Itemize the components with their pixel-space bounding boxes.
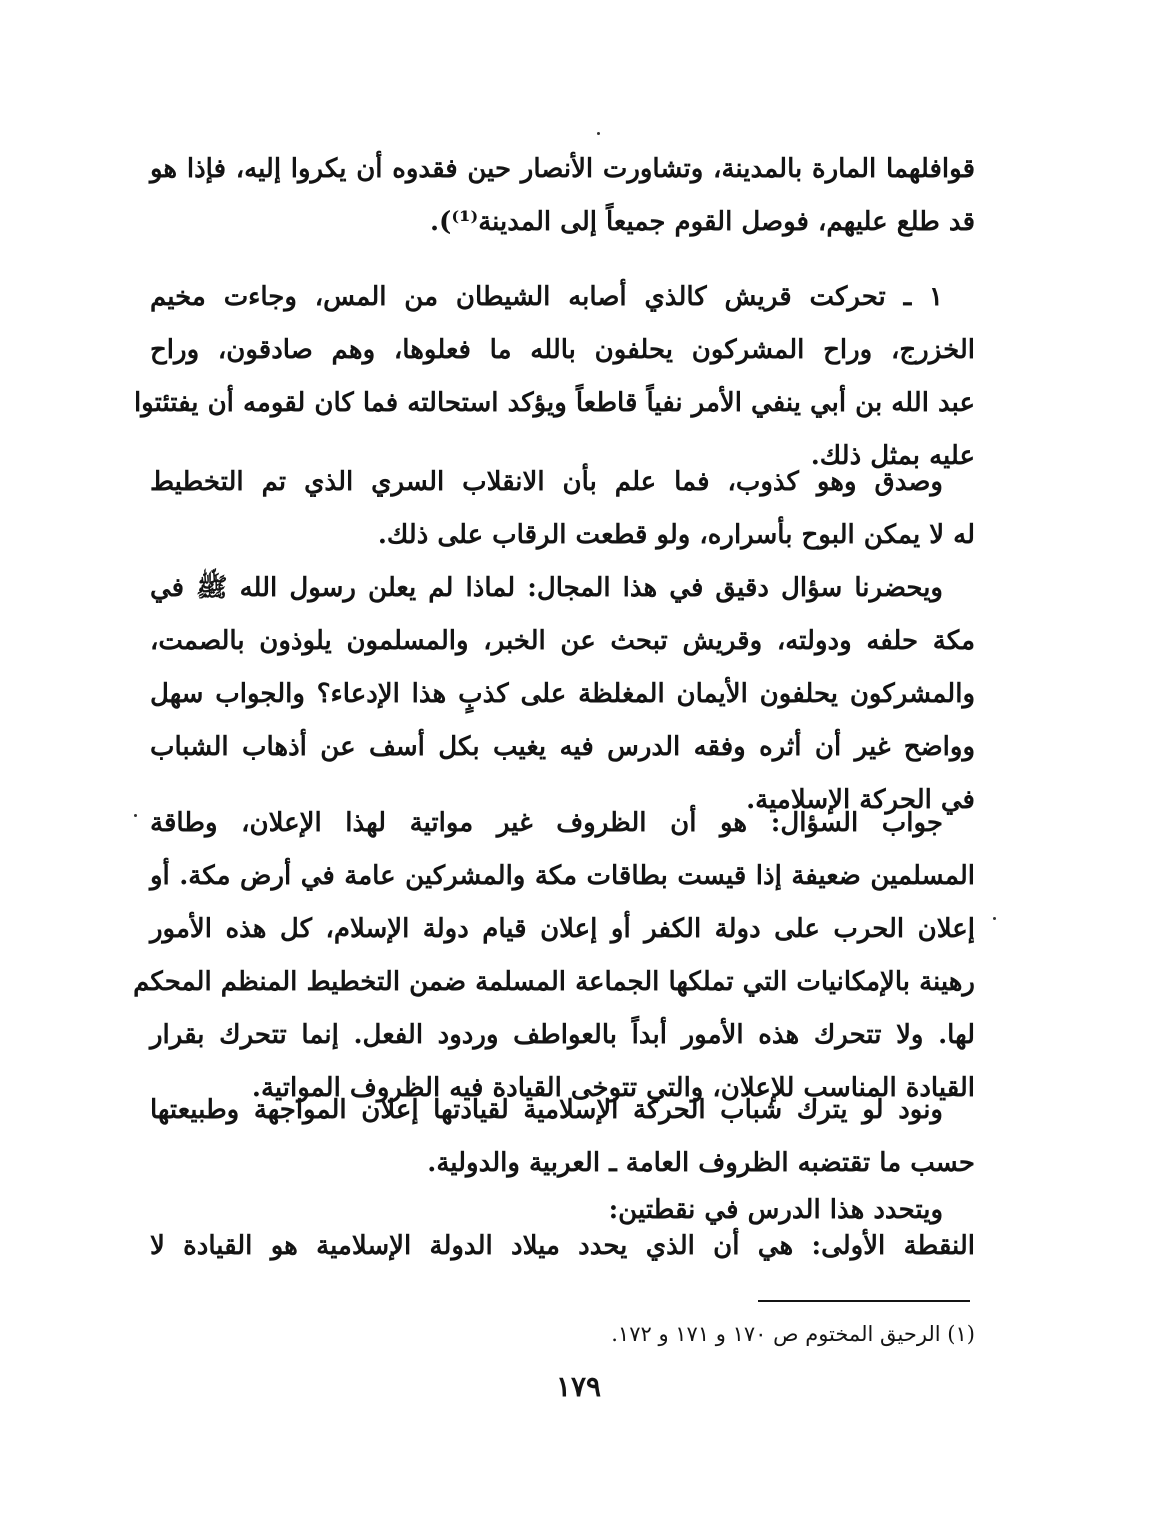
footnote: (١) الرحيق المختوم ص ١٧٠ و ١٧١ و ١٧٢. [611,1322,975,1346]
page-number: ١٧٩ [555,1370,602,1403]
paragraph-1 [150,143,975,249]
text-line: لها. ولا تتحرك هذه الأمور أبداً بالعواطف وردود الفعل. إنما تتحرك بقرار [150,1020,975,1050]
text-line: المسلمين ضعيفة إذا قيست بطاقات مكة والمشركين عامة في أرض مكة. أو [150,861,975,891]
text-line: والمشركون يحلفون الأيمان المغلظة على كذبٍ هذا الإدعاء؟ والجواب سهل [150,679,975,709]
text-line: ١ ـ تحركت قريش كالذي أصابه الشيطان من المس، وجاءت مخيم [150,282,943,312]
text-line: في الحركة الإسلامية. [746,785,975,815]
text-line: حسب ما تقتضبه الظروف العامة ـ العربية والدولية. [427,1148,975,1178]
text-line: قوافلهما المارة بالمدينة، وتشاورت الأنصار حين فقدوه أن يكروا إليه، فإذا هو [150,154,975,184]
text-line: الخزرج، وراح المشركون يحلفون بالله ما فعلوها، وهم صادقون، وراح [150,335,975,365]
scan-speck [993,917,996,920]
text-line: له لا يمكن البوح بأسراره، ولو قطعت الرقاب على ذلك. [377,520,975,550]
text-line: إعلان الحرب على دولة الكفر أو إعلان قيام دولة الإسلام، كل هذه الأمور [150,914,975,944]
text-line: ونود لو يترك شباب الحركة الإسلامية لقيادتها إعلان المواجهة وطبيعتها [150,1095,943,1125]
text-line: القيادة المناسب للإعلان، والتي تتوخى القيادة فيه الظروف المواتية. [251,1073,975,1103]
text-line: رهينة بالإمكانيات التي تملكها الجماعة المسلمة ضمن التخطيط المنظم المحكم [133,967,975,997]
text-line: عليه بمثل ذلك. [810,441,975,471]
paragraph-5 [133,797,975,1115]
text-line: ويتحدد هذا الدرس في نقطتين: [608,1195,943,1225]
paragraph-3 [150,456,975,562]
text-line: مكة حلفه ودولته، وقريش تبحث عن الخبر، والمسلمون يلوذون بالصمت، [150,626,975,656]
point-label: النقطة الأولى: [811,1231,975,1261]
paragraph-8 [150,1220,975,1273]
paragraph-2 [133,271,975,483]
text-run: هي أن الذي يحدد ميلاد الدولة الإسلامية هو القيادة لا [150,1231,794,1261]
text-line: ويحضرنا سؤال دقيق في هذا المجال: لماذا لم يعلن رسول الله ﷺ في [150,573,943,603]
text-line: عبد الله بن أبي ينفي الأمر نفياً قاطعاً ويؤكد استحالته فما كان لقومه أن يفتئتوا [133,388,975,418]
scan-speck [597,132,600,135]
footnote-separator [758,1300,970,1302]
text-line: وصدق وهو كذوب، فما علم بأن الانقلاب السري الذي تم التخطيط [150,467,943,497]
scan-speck [134,814,137,817]
text-line: قد طلع عليهم، فوصل القوم جميعاً إلى المدينة⁽¹⁾). [430,207,975,237]
text-line: جواب السؤال: هو أن الظروف غير مواتية لهذا الإعلان، وطاقة [150,808,943,838]
paragraph-6 [150,1084,975,1190]
text-line [150,1220,975,1273]
text-line: وواضح غير أن أثره وفقه الدرس فيه يغيب بكل أسف عن أذهاب الشباب [150,732,975,762]
paragraph-4 [150,562,975,827]
